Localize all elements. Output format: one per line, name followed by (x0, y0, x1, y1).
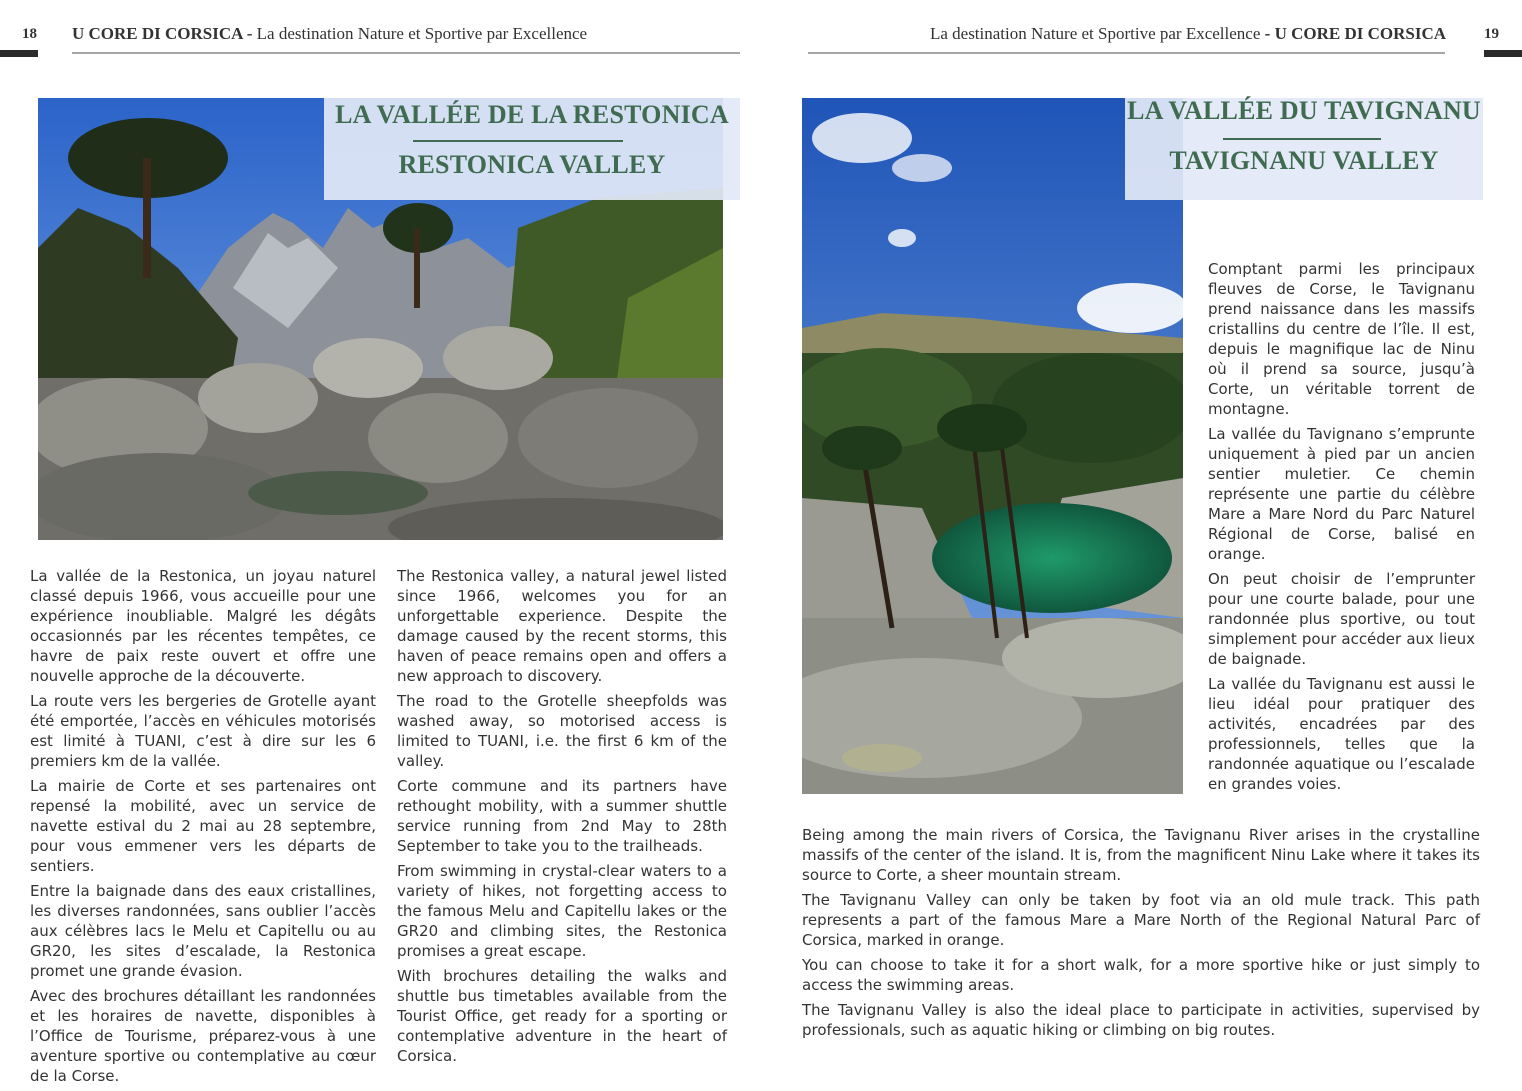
paragraph: You can choose to take it for a short walk, for a more sportive hike or just simply to access the swimming areas. (802, 956, 1480, 994)
paragraph: The Tavignanu Valley can only be taken by foot via an old mule track. This path represents a part of the famous Mare a Mare North of the Regional Natural Parc of Corsica, marked in orange. (802, 891, 1480, 949)
paragraph: The road to the Grotelle sheepfolds was washed away, so motorised access is limited to TUANI, i.e. the first 6 km of the valley. (397, 692, 727, 770)
paragraph: La route vers les bergeries de Grotelle ayant été emportée, l’accès en véhicules motorisés est limité à TUANI, c’est à dire sur les 6 premiers km de la vallée. (30, 692, 376, 770)
header-separator-right: - (1260, 24, 1275, 43)
paragraph: On peut choisir de l’emprunter pour une courte balade, pour une randonnée plus sportive, ou tout simplement pour accéder aux lieux de baignade. (1208, 570, 1475, 668)
tavignanu-text-fr (1208, 259, 1475, 799)
tavignanu-title-en: TAVIGNANU VALLEY (1169, 146, 1439, 175)
paragraph: La vallée du Tavignano s’emprunte uniquement à pied par un ancien sentier muletier. Ce chemin représente une partie du célèbre Mare a Mare Nord du Parc Naturel Régional de Corse, balisé en orange. (1208, 425, 1475, 563)
tavignanu-title-box (1125, 98, 1483, 200)
restonica-text-en (397, 566, 727, 1071)
restonica-title-fr: LA VALLÉE DE LA RESTONICA (335, 100, 729, 129)
paragraph: Comptant parmi les principaux fleuves de Corse, le Tavignanu prend naissance dans les massifs cristallins du centre de l’île. Il est, depuis le magnifique lac de Ninu où il prend sa source, jusqu’à Corte, un véritable torrent de montagne. (1208, 260, 1475, 418)
restonica-title-en: RESTONICA VALLEY (398, 150, 666, 179)
header-tagline-right: La destination Nature et Sportive par Excellence (929, 24, 1261, 43)
paragraph: Being among the main rivers of Corsica, the Tavignanu River arises in the crystalline massifs of the center of the island. It is, from the magnificent Ninu Lake where it takes its source to Corte, a sheer mountain stream. (802, 826, 1480, 884)
page-tab-right (1484, 50, 1522, 57)
paragraph: From swimming in crystal-clear waters to a variety of hikes, not forgetting access to the famous Melu and Capitellu lakes or the GR20 and climbing sites, the Restonica promises a great escape. (397, 862, 727, 960)
paragraph: Avec des brochures détaillant les randonnées et les horaires de navette, disponibles à l’Office de Tourisme, préparez-vous à une aventure sportive ou contemplative au cœur de la Corse. (30, 987, 376, 1085)
tavignanu-title-fr: LA VALLÉE DU TAVIGNANU (1127, 96, 1481, 125)
header-separator-left: - (242, 24, 257, 43)
paragraph: La vallée de la Restonica, un joyau naturel classé depuis 1966, vous accueille pour une expérience inoubliable. Malgré les dégâts occasionnés par les récentes tempêtes, ce havre de paix reste ouvert et offre une nouvelle approche de la découverte. (30, 567, 376, 685)
running-header-right (930, 24, 1446, 44)
page-tab-left (0, 50, 38, 57)
paragraph: The Restonica valley, a natural jewel listed since 1966, welcomes you for an unforgettable experience. Despite the damage caused by the recent storms, this haven of peace remains open and offers a new approach to discovery. (397, 567, 727, 685)
header-brand-right: U CORE DI CORSICA (1274, 24, 1446, 43)
header-rule-left (72, 52, 740, 54)
paragraph: The Tavignanu Valley is also the ideal place to participate in activities, supervised by professionals, such as aquatic hiking or climbing on big routes. (802, 1001, 1480, 1039)
paragraph: Entre la baignade dans des eaux cristallines, les diverses randonnées, sans oublier l’accès aux célèbres lacs le Melu et Capitellu ou au GR20, les sites d’escalade, la Restonica promet une grande évasion. (30, 882, 376, 980)
page-number-right: 19 (1484, 26, 1499, 42)
running-header-left (72, 24, 587, 44)
paragraph: La mairie de Corte et ses partenaires ont repensé la mobilité, avec un service de navette estival du 2 mai au 28 septembre, pour vous emmener vers les départs de sentiers. (30, 777, 376, 875)
restonica-title-separator (413, 140, 623, 142)
paragraph: La vallée du Tavignanu est aussi le lieu idéal pour pratiquer des activités, encadrées par des professionnels, telles que la randonnée aquatique ou l’escalade en grandes voies. (1208, 675, 1475, 793)
header-brand-left: U CORE DI CORSICA (72, 24, 243, 43)
page-number-left: 18 (22, 26, 37, 42)
header-rule-right (808, 52, 1445, 54)
restonica-title-box (324, 98, 740, 200)
header-tagline-left: La destination Nature et Sportive par Excellence (256, 24, 588, 43)
tavignanu-text-en (802, 825, 1480, 1045)
tavignanu-title-separator (1223, 138, 1381, 140)
restonica-text-fr (30, 566, 376, 1091)
paragraph: With brochures detailing the walks and shuttle bus timetables available from the Tourist Office, get ready for a sporting or contemplative adventure in the heart of Corsica. (397, 967, 727, 1065)
tavignanu-valley-photo (802, 98, 1183, 794)
paragraph: Corte commune and its partners have rethought mobility, with a summer shuttle service running from 2nd May to 28th September to take you to the trailheads. (397, 777, 727, 855)
